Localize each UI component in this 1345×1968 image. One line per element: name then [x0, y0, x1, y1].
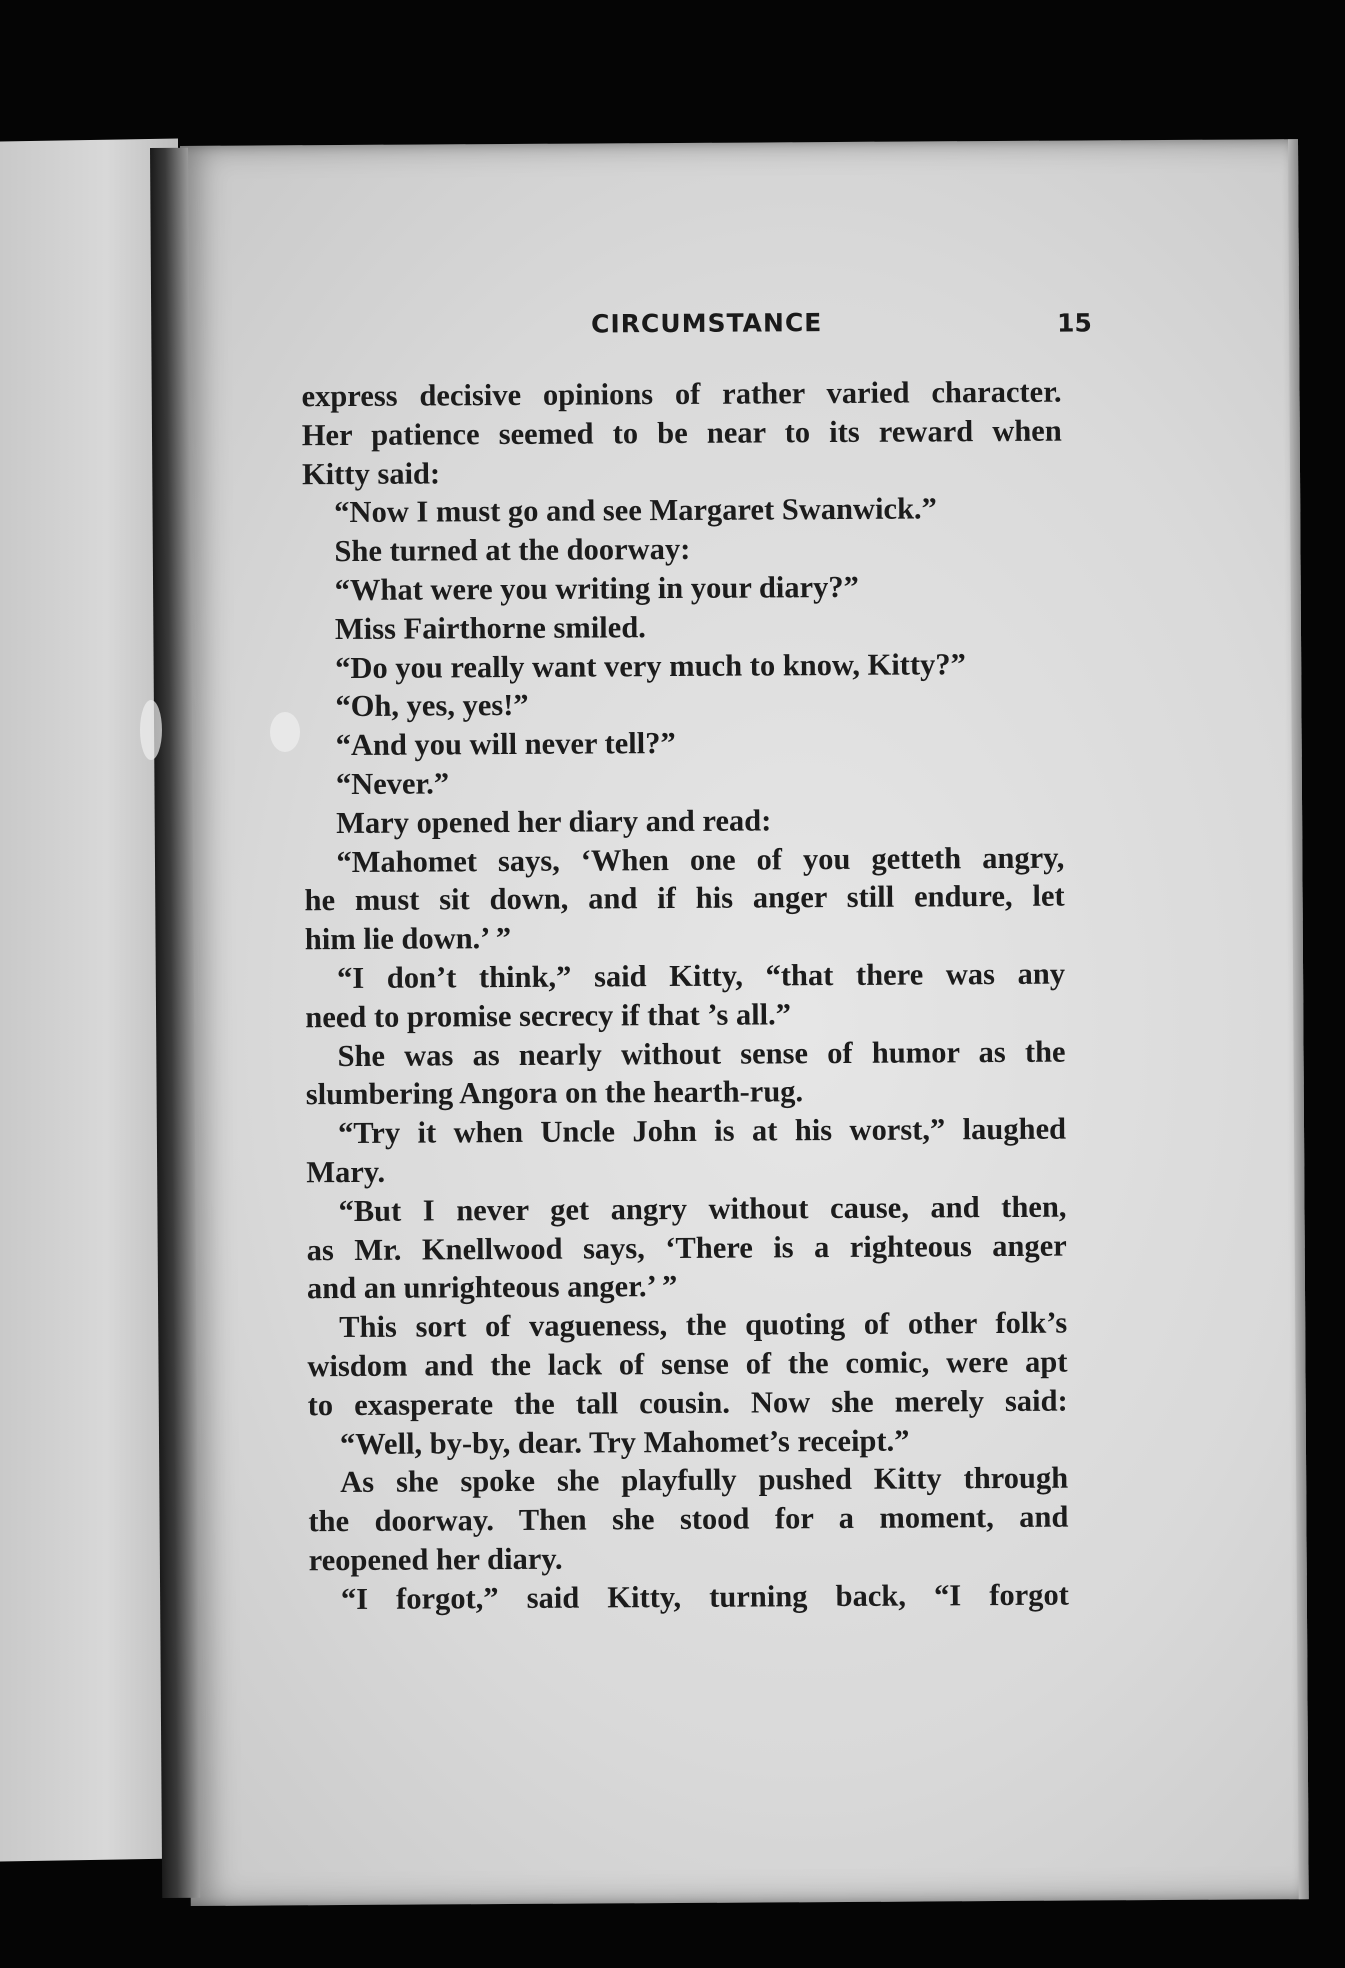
text-line: he must sit down, and if his anger still endure, let [304, 878, 1065, 918]
text-line: “Never.” [335, 766, 450, 802]
running-head: CIRCUMSTANCE [591, 308, 823, 339]
page-fore-edge [1288, 139, 1309, 1899]
text-line: “Well, by-by, dear. Try Mahomet’s receipt.” [339, 1423, 910, 1461]
text-line: him lie down.’ ” [304, 921, 512, 957]
text-line: “But I never get angry without cause, and then, [338, 1189, 1067, 1228]
text-line: wisdom and the lack of sense of the comic, were apt [307, 1344, 1068, 1384]
book-page [180, 139, 1309, 1906]
text-line: Miss Fairthorne smiled. [334, 609, 646, 646]
text-line: “Do you really want very much to know, Kitty?” [335, 646, 966, 685]
text-line: She turned at the doorway: [334, 532, 691, 569]
text-line: to exasperate the tall cousin. Now she merely said: [307, 1383, 1068, 1422]
text-line: as Mr. Knellwood says, ‘There is a righteous anger [306, 1228, 1067, 1267]
text-line: reopened her diary. [308, 1541, 563, 1578]
text-line: “I forgot,” said Kitty, turning back, “I forgot [340, 1577, 1069, 1616]
text-line: Kitty said: [301, 456, 441, 491]
text-line: She was as nearly without sense of humor as the [337, 1034, 1066, 1073]
text-line: slumbering Angora on the hearth-rug. [305, 1074, 804, 1112]
page-header [181, 305, 1299, 352]
text-line: Mary opened her diary and read: [336, 803, 772, 840]
text-line: “I don’t think,” said Kitty, “that there was any [336, 956, 1066, 996]
text-line: “And you will never tell?” [335, 726, 676, 763]
text-line: the doorway. Then she stood for a moment, and [308, 1499, 1069, 1539]
text-line: “Oh, yes, yes!” [335, 688, 529, 724]
text-line: need to promise secrecy if that ’s all.” [305, 997, 792, 1035]
text-line: “Mahomet says, ‘When one of you getteth angry, [336, 840, 1065, 879]
page-number: 15 [1057, 308, 1092, 338]
paper-blemish [140, 700, 162, 760]
text-line: As she spoke she playfully pushed Kitty through [340, 1460, 1069, 1500]
text-line: Her patience seemed to be near to its reward when [301, 413, 1062, 453]
paper-blemish [270, 712, 300, 752]
text-line: “What were you writing in your diary?” [334, 569, 859, 608]
text-line: “Try it when Uncle John is at his worst,” laughed [337, 1111, 1067, 1151]
body-text [301, 373, 1069, 1619]
text-line: “Now I must go and see Margaret Swanwick.” [334, 491, 937, 530]
text-line: and an unrighteous anger.’ ” [306, 1269, 678, 1306]
text-line: express decisive opinions of rather varied character. [301, 374, 1062, 414]
text-line: Mary. [306, 1154, 386, 1190]
text-line: This sort of vagueness, the quoting of other folk’s [339, 1305, 1068, 1345]
